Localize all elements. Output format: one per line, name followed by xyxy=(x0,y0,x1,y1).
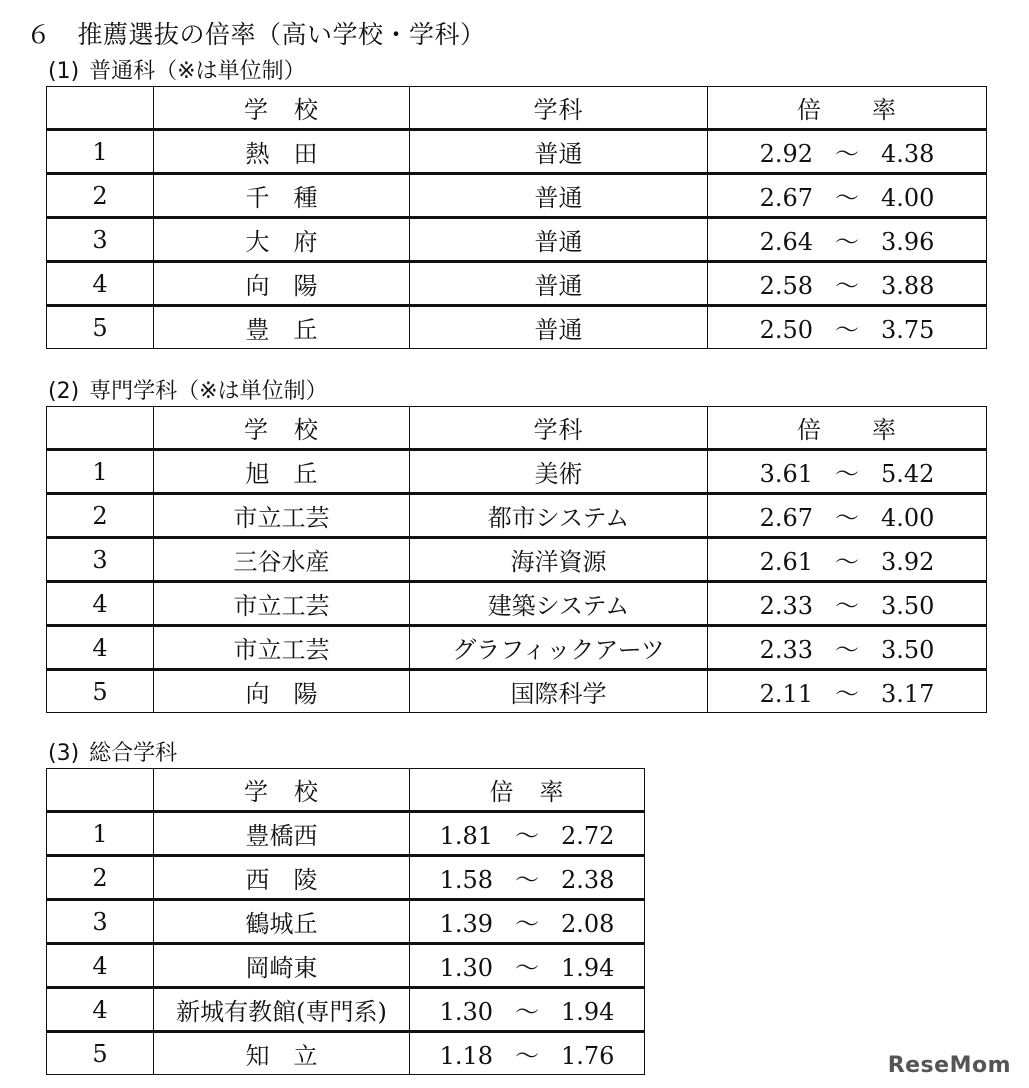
ratio-low: 2.58 xyxy=(759,272,813,300)
ratio-low: 2.11 xyxy=(759,680,813,708)
ratio-high: 3.50 xyxy=(881,592,935,620)
ratio-high: 5.42 xyxy=(881,460,935,488)
table-futsu xyxy=(46,86,987,349)
header-ratio: 倍 率 xyxy=(708,87,987,130)
ratio-cell xyxy=(708,494,987,538)
school-cell: 新城有教館(専門系) xyxy=(154,988,410,1032)
page-title xyxy=(26,20,486,50)
school-cell: 市立工芸 xyxy=(154,626,410,670)
school-cell: 熱 田 xyxy=(154,130,410,174)
header-ratio: 倍 率 xyxy=(708,407,987,450)
ratio-low: 2.61 xyxy=(759,548,813,576)
rank-cell: 1 xyxy=(47,450,154,494)
ratio-high: 1.94 xyxy=(561,998,615,1026)
dept-cell: 美術 xyxy=(410,450,708,494)
header-rank xyxy=(47,87,154,130)
table-row xyxy=(47,218,987,262)
ratio-high: 1.76 xyxy=(561,1042,615,1070)
school-cell: 豊橋西 xyxy=(154,812,410,856)
rank-cell: 4 xyxy=(47,944,154,988)
table-sogo xyxy=(46,768,645,1075)
header-school: 学 校 xyxy=(154,769,410,812)
ratio-high: 4.00 xyxy=(881,184,935,212)
ratio-high: 1.94 xyxy=(561,954,615,982)
ratio-low: 2.50 xyxy=(759,316,813,344)
section-label: 総合学科 xyxy=(89,741,178,766)
table-row xyxy=(47,494,987,538)
table-header-row xyxy=(47,407,987,450)
school-cell: 向 陽 xyxy=(154,262,410,306)
rank-cell: 3 xyxy=(47,218,154,262)
ratio-cell xyxy=(410,856,645,900)
dept-cell: 海洋資源 xyxy=(410,538,708,582)
ratio-cell xyxy=(410,944,645,988)
rank-cell: 2 xyxy=(47,174,154,218)
school-cell: 市立工芸 xyxy=(154,582,410,626)
table-row xyxy=(47,582,987,626)
ratio-cell xyxy=(708,130,987,174)
table-row xyxy=(47,130,987,174)
ratio-cell xyxy=(708,582,987,626)
school-cell: 知 立 xyxy=(154,1032,410,1075)
dept-cell: 普通 xyxy=(410,218,708,262)
table-row xyxy=(47,944,645,988)
ratio-high: 2.72 xyxy=(561,822,615,850)
school-cell: 向 陽 xyxy=(154,670,410,713)
section-label: 普通科（※は単位制） xyxy=(89,59,306,84)
ratio-cell xyxy=(708,174,987,218)
table-row xyxy=(47,900,645,944)
ratio-cell xyxy=(708,450,987,494)
rank-cell: 5 xyxy=(47,670,154,713)
ratio-low: 1.18 xyxy=(439,1042,493,1070)
table-row xyxy=(47,670,987,713)
table-senmon xyxy=(46,406,987,713)
school-cell: 千 種 xyxy=(154,174,410,218)
school-cell: 西 陵 xyxy=(154,856,410,900)
ratio-cell xyxy=(708,538,987,582)
table-row xyxy=(47,262,987,306)
ratio-tilde: ～ xyxy=(835,272,859,300)
dept-cell: 普通 xyxy=(410,262,708,306)
header-dept: 学科 xyxy=(410,407,708,450)
header-school: 学 校 xyxy=(154,407,410,450)
ratio-tilde: ～ xyxy=(515,954,539,982)
ratio-high: 3.50 xyxy=(881,636,935,664)
ratio-low: 3.61 xyxy=(759,460,813,488)
header-rank xyxy=(47,407,154,450)
ratio-tilde: ～ xyxy=(515,998,539,1026)
ratio-low: 1.81 xyxy=(439,822,493,850)
dept-cell: 都市システム xyxy=(410,494,708,538)
rank-cell: 2 xyxy=(47,856,154,900)
rank-cell: 4 xyxy=(47,262,154,306)
ratio-cell xyxy=(410,1032,645,1075)
ratio-cell xyxy=(410,988,645,1032)
table-row xyxy=(47,988,645,1032)
ratio-tilde: ～ xyxy=(835,140,859,168)
rank-cell: 3 xyxy=(47,900,154,944)
rank-cell: 2 xyxy=(47,494,154,538)
school-cell: 大 府 xyxy=(154,218,410,262)
rank-cell: 4 xyxy=(47,626,154,670)
ratio-tilde: ～ xyxy=(835,636,859,664)
ratio-high: 3.96 xyxy=(881,228,935,256)
ratio-low: 2.64 xyxy=(759,228,813,256)
ratio-low: 1.30 xyxy=(439,998,493,1026)
school-cell: 三谷水産 xyxy=(154,538,410,582)
ratio-tilde: ～ xyxy=(835,460,859,488)
ratio-low: 2.67 xyxy=(759,184,813,212)
rank-cell: 1 xyxy=(47,130,154,174)
ratio-tilde: ～ xyxy=(835,316,859,344)
school-cell: 市立工芸 xyxy=(154,494,410,538)
ratio-cell xyxy=(708,218,987,262)
ratio-high: 4.00 xyxy=(881,504,935,532)
ratio-low: 1.58 xyxy=(439,866,493,894)
dept-cell: 普通 xyxy=(410,174,708,218)
section-number: (1) xyxy=(48,59,80,84)
ratio-tilde: ～ xyxy=(835,592,859,620)
rank-cell: 5 xyxy=(47,306,154,349)
ratio-tilde: ～ xyxy=(835,184,859,212)
header-school: 学 校 xyxy=(154,87,410,130)
ratio-low: 1.30 xyxy=(439,954,493,982)
table-row xyxy=(47,306,987,349)
section-number: (2) xyxy=(48,379,80,404)
dept-cell: 普通 xyxy=(410,306,708,349)
ratio-low: 1.39 xyxy=(439,910,493,938)
ratio-tilde: ～ xyxy=(835,228,859,256)
section-title-senmon xyxy=(48,378,328,406)
ratio-low: 2.67 xyxy=(759,504,813,532)
section-title-futsu xyxy=(48,58,306,86)
rank-cell: 5 xyxy=(47,1032,154,1075)
table-row xyxy=(47,450,987,494)
table-row xyxy=(47,174,987,218)
table-row xyxy=(47,856,645,900)
ratio-cell xyxy=(708,626,987,670)
ratio-cell xyxy=(708,306,987,349)
ratio-tilde: ～ xyxy=(835,680,859,708)
table-row xyxy=(47,1032,645,1075)
ratio-high: 4.38 xyxy=(881,140,935,168)
rank-cell: 3 xyxy=(47,538,154,582)
ratio-low: 2.92 xyxy=(759,140,813,168)
school-cell: 岡崎東 xyxy=(154,944,410,988)
ratio-high: 3.88 xyxy=(881,272,935,300)
table-row xyxy=(47,538,987,582)
section-label: 専門学科（※は単位制） xyxy=(89,379,328,404)
school-cell: 旭 丘 xyxy=(154,450,410,494)
section-title-sogo xyxy=(48,740,177,768)
ratio-tilde: ～ xyxy=(515,910,539,938)
dept-cell: 普通 xyxy=(410,130,708,174)
ratio-low: 2.33 xyxy=(759,636,813,664)
ratio-high: 2.08 xyxy=(561,910,615,938)
header-dept: 学科 xyxy=(410,87,708,130)
section-number: (3) xyxy=(48,741,80,766)
resemom-logo: ReseMom xyxy=(887,1053,1011,1078)
table-header-row xyxy=(47,769,645,812)
ratio-cell xyxy=(410,812,645,856)
ratio-high: 3.17 xyxy=(881,680,935,708)
ratio-tilde: ～ xyxy=(515,1042,539,1070)
ratio-high: 3.92 xyxy=(881,548,935,576)
table-row xyxy=(47,812,645,856)
ratio-high: 2.38 xyxy=(561,866,615,894)
ratio-tilde: ～ xyxy=(835,504,859,532)
dept-cell: 建築システム xyxy=(410,582,708,626)
ratio-tilde: ～ xyxy=(835,548,859,576)
rank-cell: 4 xyxy=(47,582,154,626)
school-cell: 鶴城丘 xyxy=(154,900,410,944)
ratio-low: 2.33 xyxy=(759,592,813,620)
header-rank xyxy=(47,769,154,812)
ratio-high: 3.75 xyxy=(881,316,935,344)
page-title-number: ６ xyxy=(26,20,52,49)
ratio-cell xyxy=(410,900,645,944)
dept-cell: 国際科学 xyxy=(410,670,708,713)
header-ratio: 倍 率 xyxy=(410,769,645,812)
rank-cell: 1 xyxy=(47,812,154,856)
rank-cell: 4 xyxy=(47,988,154,1032)
ratio-cell xyxy=(708,262,987,306)
table-header-row xyxy=(47,87,987,130)
ratio-tilde: ～ xyxy=(515,822,539,850)
page-title-text: 推薦選抜の倍率（高い学校・学科） xyxy=(77,20,486,49)
dept-cell: グラフィックアーツ xyxy=(410,626,708,670)
school-cell: 豊 丘 xyxy=(154,306,410,349)
ratio-tilde: ～ xyxy=(515,866,539,894)
table-row xyxy=(47,626,987,670)
ratio-cell xyxy=(708,670,987,713)
